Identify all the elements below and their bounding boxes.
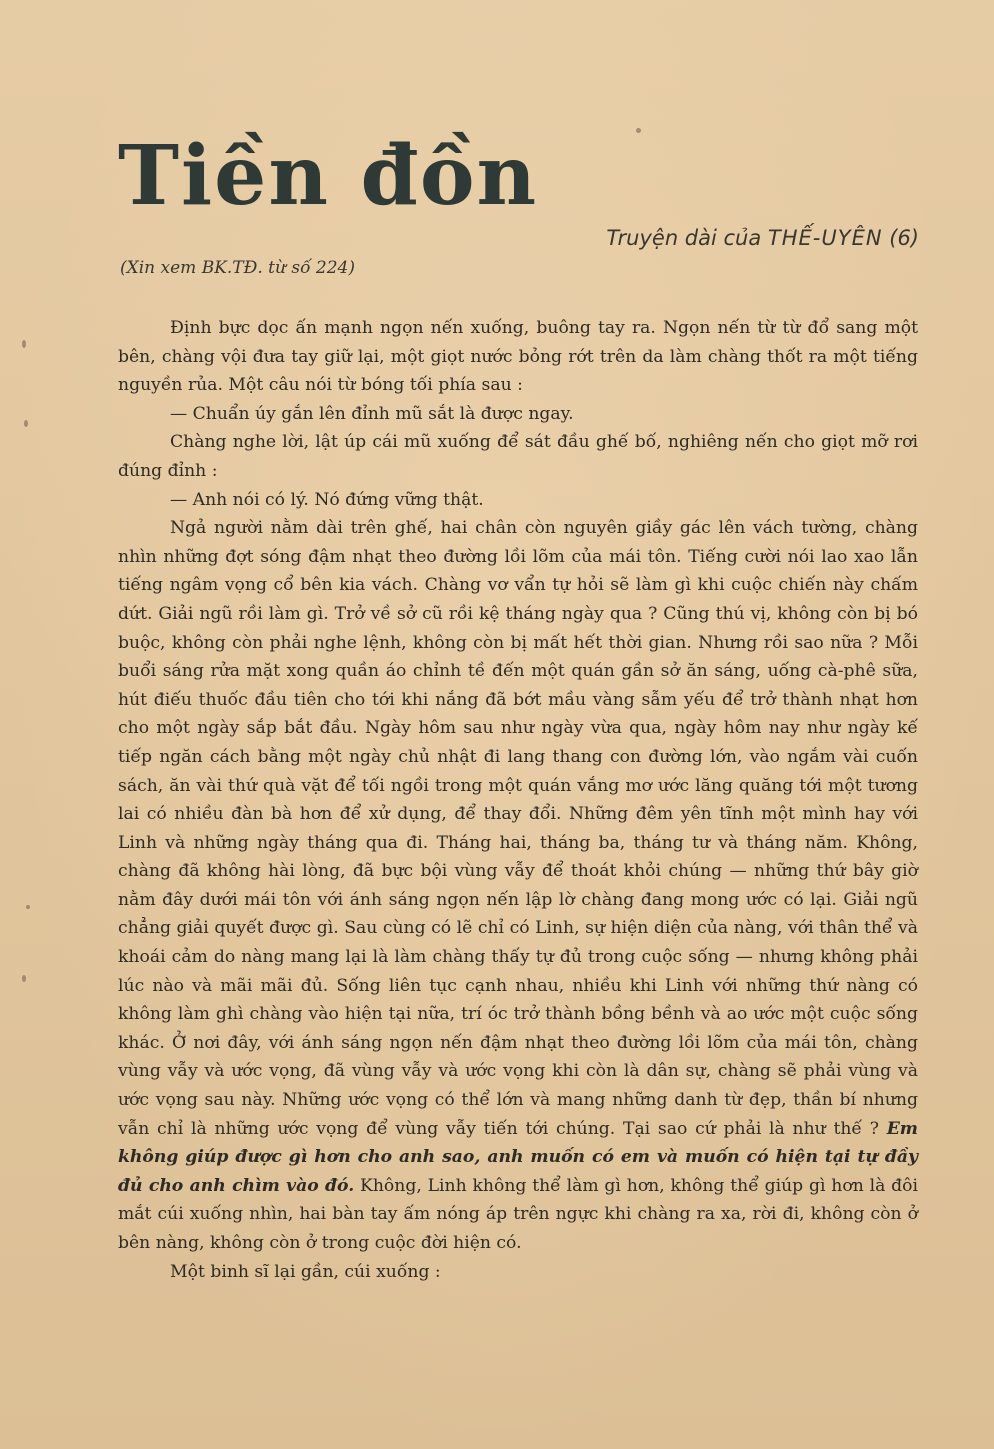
byline-part: (6) xyxy=(889,226,919,250)
paper-speck xyxy=(636,128,641,133)
series-reference: (Xin xem BK.TĐ. từ số 224) xyxy=(120,258,355,278)
byline-prefix: Truyện dài của xyxy=(606,226,762,250)
italic-quote: Em không giúp được gì hơn cho anh sao, anh muốn có em và muốn có hiện tại tự đầy đủ cho anh chìm vào đó. xyxy=(118,1118,918,1196)
paper-speck xyxy=(22,975,26,982)
paragraph-long xyxy=(118,514,918,1257)
paragraph: Định bực dọc ấn mạnh ngọn nến xuống, buông tay ra. Ngọn nến từ từ đổ sang một bên, chàng vội đưa tay giữ lại, một giọt nước bỏng rớt trên da làm chàng thốt ra một tiếng nguyền rủa. Một câu nói từ bóng tối phía sau : xyxy=(118,318,918,396)
dialog-line: — Anh nói có lý. Nó đứng vững thật. xyxy=(170,489,484,510)
paper-speck xyxy=(24,420,28,427)
story-title: Tiền đồn xyxy=(118,128,539,224)
story-body xyxy=(118,314,918,1286)
paper-speck xyxy=(22,340,26,348)
byline-author: THẾ-UYÊN xyxy=(767,226,883,250)
paper-speck xyxy=(26,905,30,909)
dialog-line: — Chuẩn úy gắn lên đỉnh mũ sắt là được ngay. xyxy=(170,403,574,424)
byline xyxy=(606,226,919,250)
paragraph-main-text: Ngả người nằm dài trên ghế, hai chân còn nguyên giầy gác lên vách tường, chàng nhìn những đợt sóng đậm nhạt theo đường lồi lõm của mái tôn. Tiếng cười nói lao xao lẫn tiếng ngâm vọng cổ bên kia vách. Chàng vơ vẩn tự hỏi sẽ làm gì khi cuộc chiến này chấm dứt. Giải ngũ rồi làm gì. Trở về sở cũ rồi kệ tháng ngày qua ? Cũng thú vị, không còn bị bó buộc, không còn phải nghe lệnh, không còn bị mất hết thời gian. Nhưng rồi sao nữa ? Mỗi buổi sáng rửa mặt xong quần áo chỉnh tề đến một quán gần sở ăn sáng, uống cà-phê sữa, hút điếu thuốc đầu tiên cho tới khi nắng đã bớt mầu vàng sẫm yếu để trở thành nhạt hơn cho một ngày sắp bắt đầu. Ngày hôm sau như ngày vừa qua, ngày hôm nay như ngày kế tiếp ngăn cách bằng một ngày chủ nhật đi lang thang con đường lớn, vào ngắm vài cuốn sách, ăn vài thứ quà vặt để tối ngồi trong một quán vắng mơ ước lăng quăng tới một tương lai có nhiều đàn bà hơn để xử dụng, để thay đổi. Những đêm yên tĩnh một mình hay với Linh và những ngày tháng qua đi. Tháng hai, tháng ba, tháng tư và tháng năm. Không, chàng đã không hài lòng, đã bực bội vùng vẫy để thoát khỏi chúng — những thứ bây giờ nằm đây dưới mái tôn với ánh sáng ngọn nến lập lờ chàng đang mong ước có lại. Giải ngũ chẳng giải quyết được gì. Sau cùng có lẽ chỉ có Linh, sự hiện diện của nàng, với thân thể và khoái cảm do nàng mang lại là làm chàng thấy tự đủ trong cuộc sống — nhưng không phải lúc nào và mãi mãi đủ. Sống liên tục cạnh nhau, nhiều khi Linh với những thứ nàng có không làm ghì chàng vào hiện tại nữa, trí óc trở thành bồng bềnh và ao ước một cuộc sống khác. Ở nơi đây, với ánh sáng ngọn nến đậm nhạt theo đường lồi lõm của mái tôn, chàng vùng vẫy và ước vọng, đã vùng vẫy và ước vọng khi còn là dân sự, chàng sẽ phải vùng và ước vọng sau này. Những ước vọng có thể lớn và mang những danh từ đẹp, thần bí nhưng vẫn chỉ là những ước vọng để vùng vẫy tiến tới chúng. Tại sao cứ phải là như thế ? xyxy=(118,518,918,1139)
paragraph: Chàng nghe lời, lật úp cái mũ xuống để sát đầu ghế bố, nghiêng nến cho giọt mỡ rơi đúng đỉnh : xyxy=(118,432,918,481)
paragraph-closing: Một binh sĩ lại gần, cúi xuống : xyxy=(170,1261,441,1282)
paragraph-continuation: Không, Linh không thể làm gì hơn, không thể giúp gì hơn là đôi mắt cúi xuống nhìn, hai bàn tay ấm nóng áp trên ngực khi chàng ra xa, rời đi, không còn ở bên nàng, không còn ở trong cuộc đời hiện có. xyxy=(118,1175,919,1253)
